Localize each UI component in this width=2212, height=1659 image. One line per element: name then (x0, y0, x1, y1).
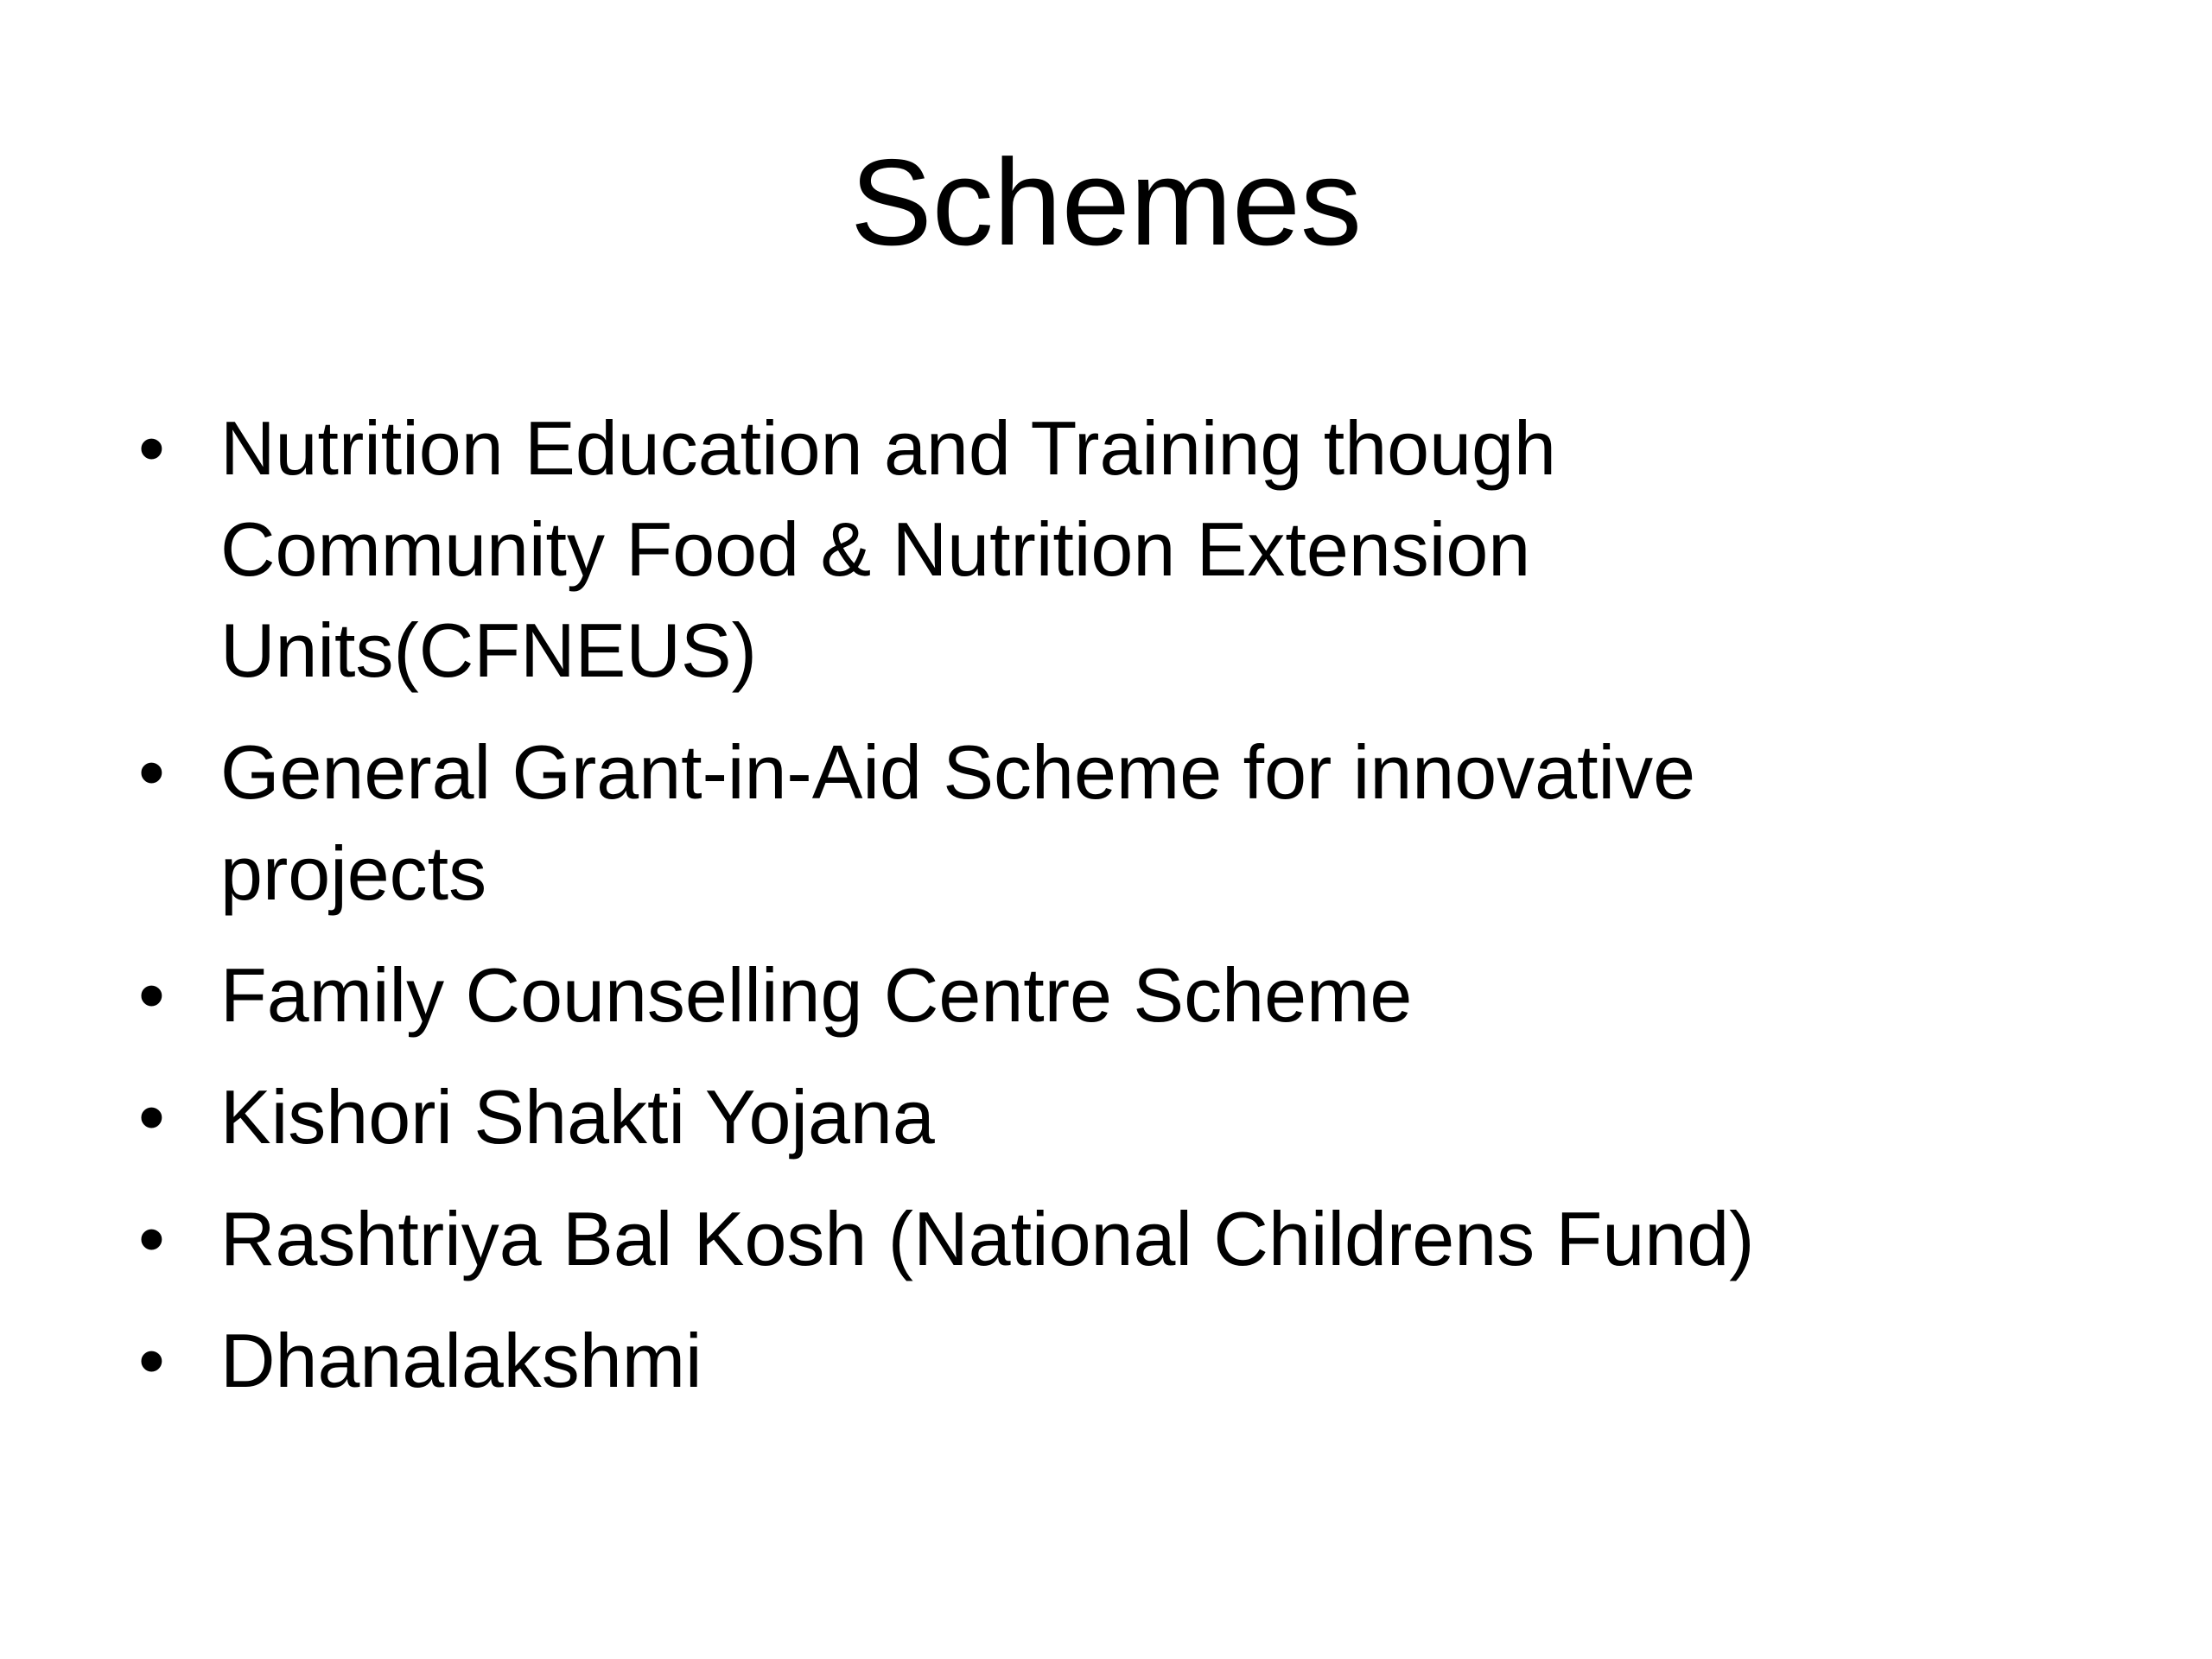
bullet-item (130, 397, 2117, 701)
bullet-icon: • (138, 952, 165, 1038)
bullet-list (130, 397, 2117, 1432)
bullet-item (130, 1188, 2117, 1289)
bullet-item (130, 721, 2117, 924)
bullet-line: Family Counselling Centre Scheme (220, 952, 1413, 1038)
bullet-line: Nutrition Education and Training though (220, 405, 1556, 491)
bullet-line: projects (220, 830, 487, 916)
bullet-icon: • (138, 1196, 165, 1281)
bullet-item (130, 1310, 2117, 1411)
bullet-item (130, 1066, 2117, 1167)
bullet-line: Dhanalakshmi (220, 1318, 702, 1403)
bullet-icon: • (138, 405, 165, 491)
bullet-line: Units(CFNEUS) (220, 607, 757, 693)
bullet-icon: • (138, 729, 165, 815)
bullet-line: Rashtriya Bal Kosh (National Childrens Fund) (220, 1196, 1755, 1281)
bullet-line: Community Food & Nutrition Extension (220, 506, 1531, 592)
slide-title: Schemes (850, 134, 1362, 271)
bullet-icon: • (138, 1074, 165, 1160)
bullet-line: Kishori Shakti Yojana (220, 1074, 935, 1160)
bullet-line: General Grant-in-Aid Scheme for innovative (220, 729, 1696, 815)
bullet-item (130, 944, 2117, 1046)
bullet-icon: • (138, 1318, 165, 1403)
